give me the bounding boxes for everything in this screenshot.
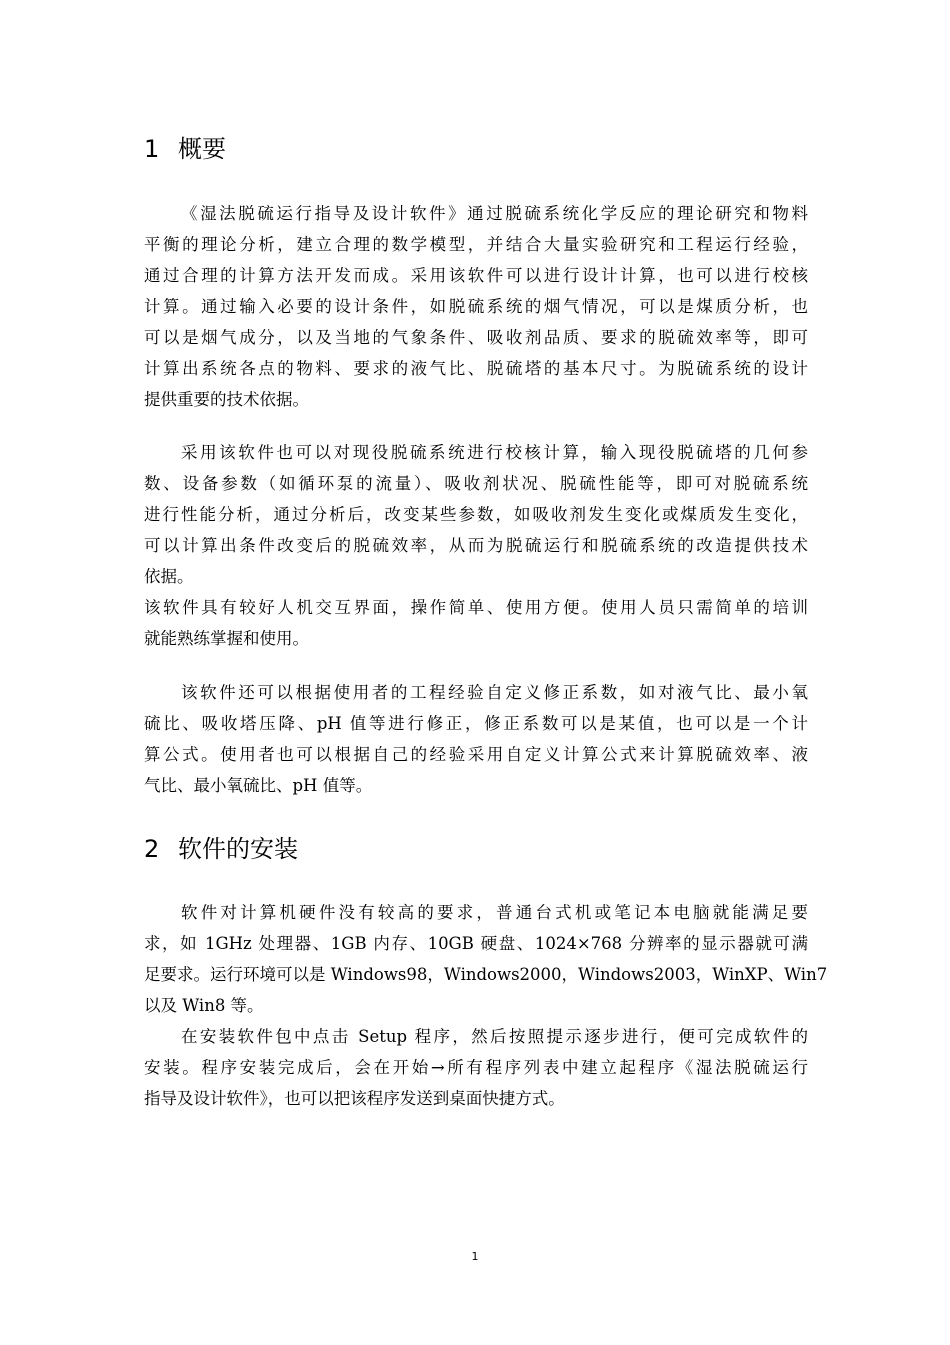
text-line: 进行性能分析，通过分析后，改变某些参数，如吸收剂发生变化或煤质发生变化，: [144, 505, 808, 524]
text-line: 《湿法脱硫运行指导及设计软件》通过脱硫系统化学反应的理论研究和物料: [181, 204, 808, 223]
text-line: 安装。程序安装完成后，会在开始→所有程序列表中建立起程序《湿法脱硫运行: [144, 1058, 808, 1077]
section-2-heading: [144, 834, 298, 864]
text-line: 依据。: [144, 567, 194, 586]
section-title: 概要: [178, 135, 226, 163]
paragraph: [144, 1021, 808, 1114]
section-1-heading: [144, 134, 226, 164]
text-line: 以及 Win8 等。: [144, 996, 264, 1015]
paragraph: [144, 198, 808, 415]
text-line: 计算。通过输入必要的设计条件，如脱硫系统的烟气情况，可以是煤质分析，也: [144, 297, 808, 316]
text-line: 可以计算出条件改变后的脱硫效率，从而为脱硫运行和脱硫系统的改造提供技术: [144, 536, 808, 555]
text-line: 指导及设计软件》，也可以把该程序发送到桌面快捷方式。: [144, 1089, 565, 1108]
paragraph: [144, 592, 808, 654]
text-line: 提供重要的技术依据。: [144, 390, 309, 409]
text-line: 该软件还可以根据使用者的工程经验自定义修正系数，如对液气比、最小氧: [181, 683, 808, 702]
text-line: 就能熟练掌握和使用。: [144, 629, 309, 648]
text-line: 平衡的理论分析，建立合理的数学模型，并结合大量实验研究和工程运行经验，: [144, 235, 808, 254]
section-number: 2: [144, 835, 160, 863]
text-line: 在安装软件包中点击 Setup 程序，然后按照提示逐步进行，便可完成软件的: [181, 1027, 808, 1046]
text-line: 硫比、吸收塔压降、pH 值等进行修正，修正系数可以是某值，也可以是一个计: [144, 714, 808, 733]
text-line: 算公式。使用者也可以根据自己的经验采用自定义计算公式来计算脱硫效率、液: [144, 745, 808, 764]
section-title: 软件的安装: [178, 835, 298, 863]
text-line: 足要求。运行环境可以是 Windows98，Windows2000，Windows2003，WinXP、Win7: [144, 965, 828, 984]
text-line: 计算出系统各点的物料、要求的液气比、脱硫塔的基本尺寸。为脱硫系统的设计: [144, 359, 808, 378]
text-line: 求，如 1GHz 处理器、1GB 内存、10GB 硬盘、1024×768 分辨率的显示器就可满: [144, 934, 808, 953]
text-line: 通过合理的计算方法开发而成。采用该软件可以进行设计计算，也可以进行校核: [144, 266, 808, 285]
text-line: 气比、最小氧硫比、pH 值等。: [144, 776, 373, 795]
paragraph: [144, 677, 808, 801]
text-line: 可以是烟气成分，以及当地的气象条件、吸收剂品质、要求的脱硫效率等，即可: [144, 328, 808, 347]
text-line: 软件对计算机硬件没有较高的要求，普通台式机或笔记本电脑就能满足要: [181, 903, 808, 922]
section-number: 1: [144, 135, 160, 163]
text-line: 该软件具有较好人机交互界面，操作简单、使用方便。使用人员只需简单的培训: [144, 598, 808, 617]
page-number: 1: [471, 1250, 479, 1263]
text-line: 采用该软件也可以对现役脱硫系统进行校核计算，输入现役脱硫塔的几何参: [181, 443, 808, 462]
paragraph: [144, 437, 808, 592]
text-line: 数、设备参数（如循环泵的流量）、吸收剂状况、脱硫性能等，即可对脱硫系统: [144, 474, 808, 493]
paragraph: [144, 897, 828, 1021]
